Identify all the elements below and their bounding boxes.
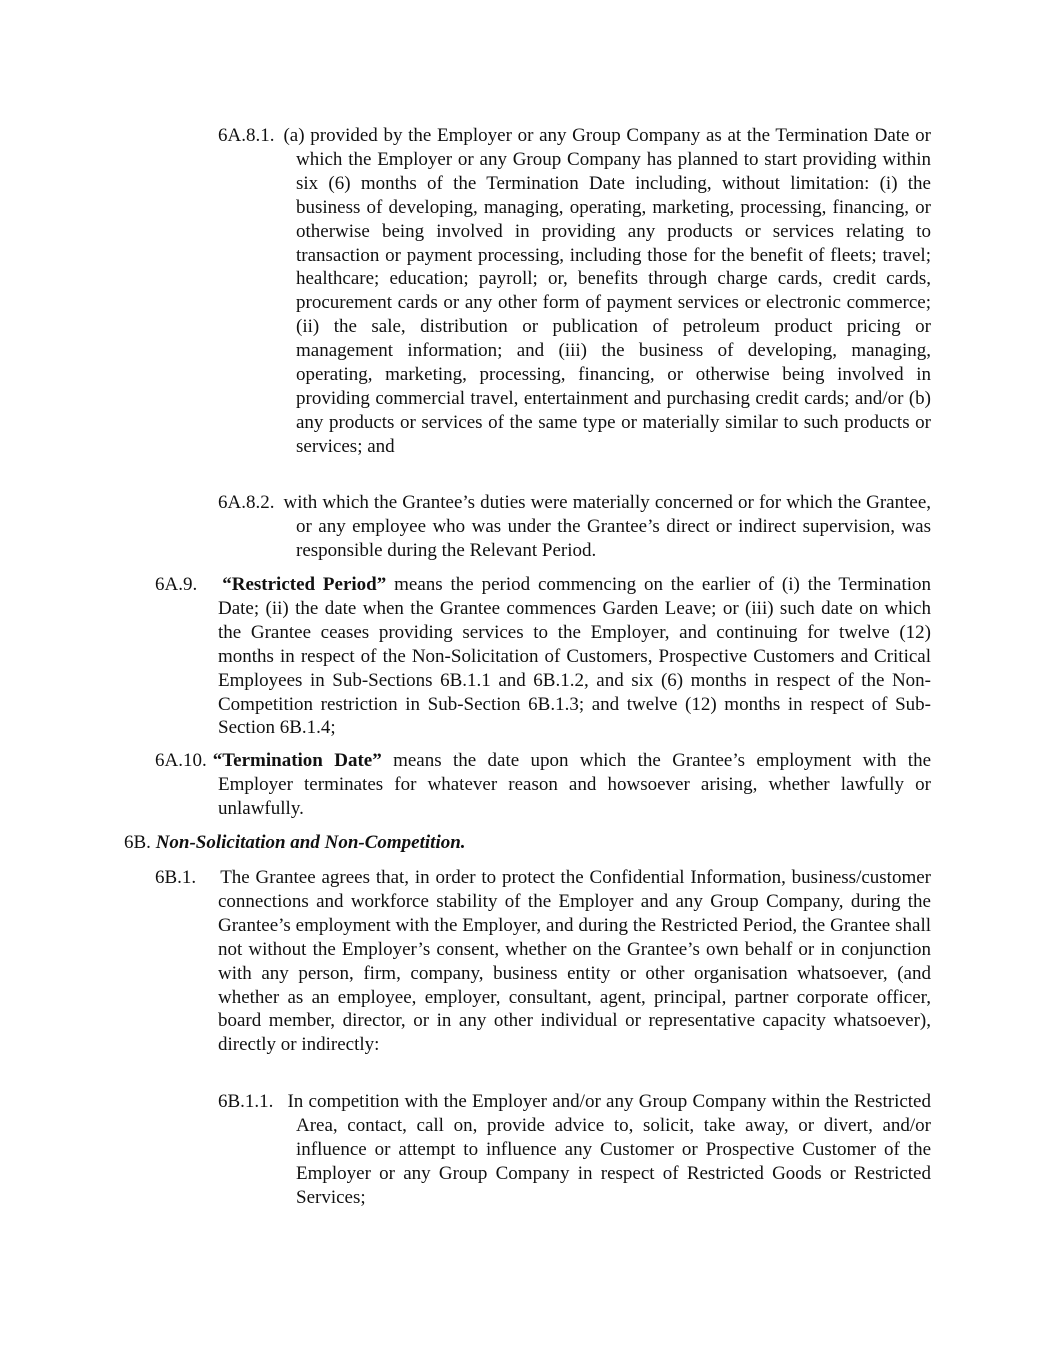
clause-6a-8-1 xyxy=(218,124,931,459)
clause-6a-9 xyxy=(155,573,931,740)
clause-number: 6B.1.1. xyxy=(218,1091,274,1112)
defined-term: “Termination Date” xyxy=(212,750,382,771)
section-6b-heading xyxy=(124,831,931,855)
clause-6b-1 xyxy=(155,866,931,1057)
clause-number: 6A.8.2. xyxy=(218,492,275,513)
section-title: Non-Solicitation and Non-Competition. xyxy=(155,832,466,853)
clause-text: means the period commencing on the earlier of (i) the Termination Date; (ii) the date when the Grantee commences Garden Leave; or (iii) such date on which the Grantee ceases providing services to the Employer, and continuing for twelve (12) months in respect of the Non-Solicitation of Customers, Prospective Customers and Critical Employees in Sub-Sections 6B.1.1 and 6B.1.2, and six (6) months in respect of the Non-Competition restriction in Sub-Section 6B.1.3; and twelve (12) months in respect of Sub-Section 6B.1.4; xyxy=(218,574,932,739)
clause-6a-8-2 xyxy=(218,491,931,563)
clause-number: 6A.8.1. xyxy=(218,125,275,146)
clause-number: 6B.1. xyxy=(155,867,197,888)
clause-text: The Grantee agrees that, in order to protect the Confidential Information, business/customer connections and workforce stability of the Employer and any Group Company, during the Grantee’s employment with the Employer, and during the Restricted Period, the Grantee shall not without the Employer’s consent, whether on the Grantee’s own behalf or in conjunction with any person, firm, company, business entity or other organisation whatsoever, (and whether as an employee, employer, consultant, agent, principal, partner corporate officer, board member, director, or in any other individual or representative capacity whatsoever), directly or indirectly: xyxy=(218,867,931,1056)
clause-6b-1-1 xyxy=(218,1090,931,1210)
clause-text: (a) provided by the Employer or any Group Company as at the Termination Date or which the Employer or any Group Company has planned to start providing within six (6) months of the Termination Date including, without limitation: (i) the business of developing, managing, operating, marketing, processing, financing, or otherwise being involved in providing any products or services relating to transaction or payment processing, including those for the benefit of fleets; travel; healthcare; education; payroll; or, benefits through charge cards, credit cards, procurement cards or any other form of payment services or electronic commerce; (ii) the sale, distribution or publication of petroleum product pricing or management information; and (iii) the business of developing, managing, operating, marketing, processing, financing, or otherwise being involved in providing commercial travel, entertainment and purchasing credit cards; and/or (b) any products or services of the same type or materially similar to such products or services; and xyxy=(283,125,931,457)
clause-text: with which the Grantee’s duties were materially concerned or for which the Grantee, or any employee who was under the Grantee’s direct or indirect supervision, was responsible during the Relevant Period. xyxy=(283,492,931,561)
clause-6a-10 xyxy=(155,749,931,821)
clause-number: 6A.10. xyxy=(155,750,207,771)
clause-number: 6A.9. xyxy=(155,574,198,595)
defined-term: “Restricted Period” xyxy=(222,574,387,595)
clause-text: means the date upon which the Grantee’s employment with the Employer terminates for whatever reason and howsoever arising, whether lawfully or unlawfully. xyxy=(218,750,932,819)
clause-text: In competition with the Employer and/or any Group Company within the Restricted Area, contact, call on, provide advice to, solicit, take away, or divert, and/or influence or attempt to influence any Customer or Prospective Customer of the Employer or any Group Company in respect of Restricted Goods or Restricted Services; xyxy=(287,1091,931,1208)
section-number: 6B. xyxy=(124,832,151,853)
